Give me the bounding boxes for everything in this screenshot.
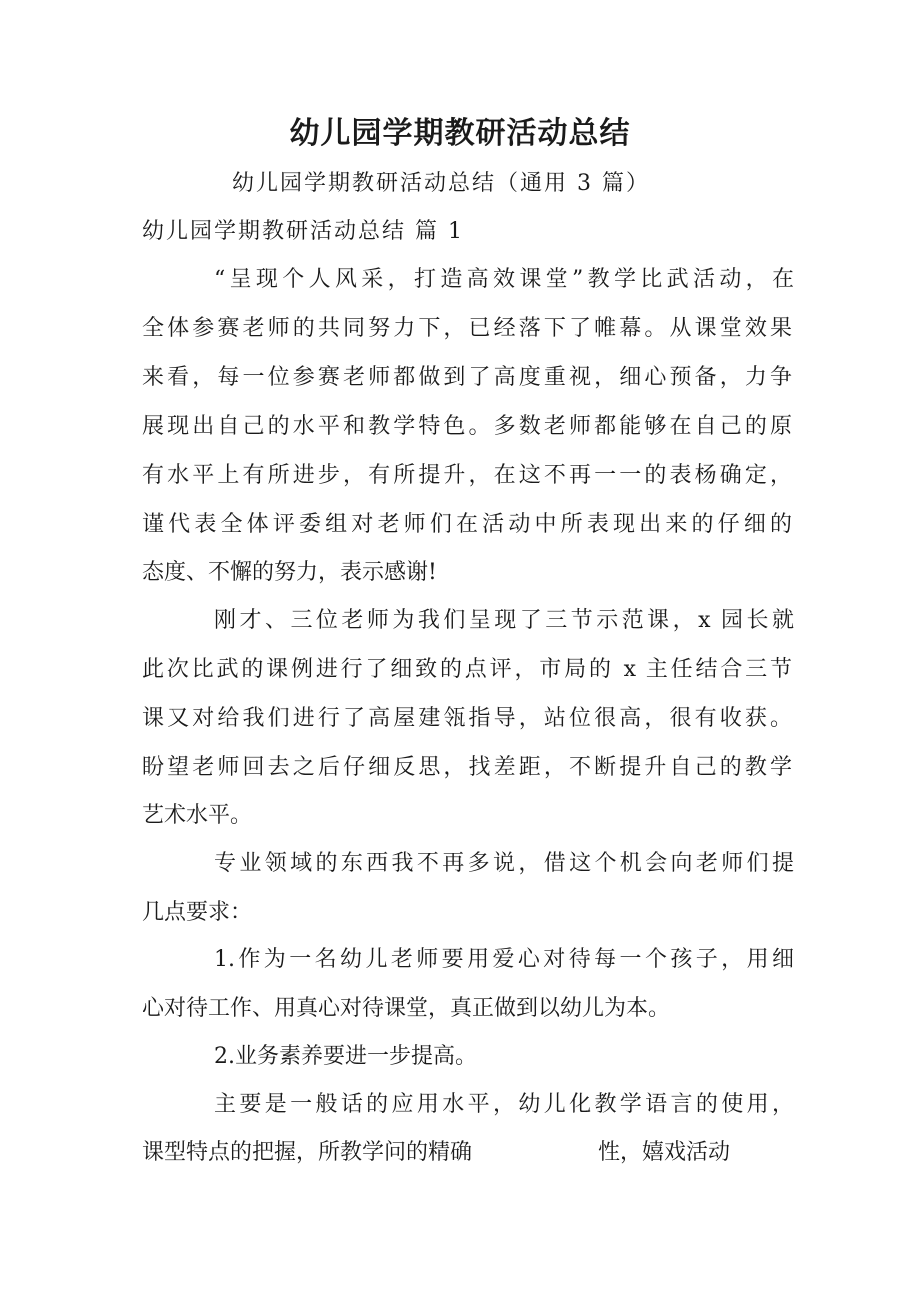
- document-subtitle: 幼儿园学期教研活动总结（通用 3 篇）: [232, 171, 650, 196]
- list-item-line: 心对待工作、用真心对待课堂，真正做到以幼儿为本。: [142, 996, 671, 1021]
- line-left-segment: 课型特点的把握，所教学问的精确: [142, 1140, 473, 1165]
- line-right-segment: 性，嬉戏活动: [598, 1140, 731, 1165]
- paragraph-line: 刚才、三位老师为我们呈现了三节示范课，x 园长就: [214, 608, 794, 633]
- paragraph-line: 专业领域的东西我不再多说，借这个机会向老师们提: [214, 851, 794, 876]
- paragraph-line: “呈现个人风采，打造高效课堂”教学比武活动，在: [214, 267, 794, 292]
- paragraph-line: 盼望老师回去之后仔细反思，找差距，不断提升自己的教学: [142, 755, 792, 780]
- document-title: 幼儿园学期教研活动总结: [289, 116, 631, 151]
- paragraph-line: 艺术水平。: [142, 803, 253, 828]
- paragraph-line: 态度、不懈的努力，表示感谢!: [142, 560, 437, 585]
- paragraph-line: 有水平上有所进步，有所提升，在这不再一一的表杨确定，: [142, 463, 792, 488]
- paragraph-line: 谨代表全体评委组对老师们在活动中所表现出来的仔细的: [142, 512, 792, 537]
- paragraph-line: 来看，每一位参赛老师都做到了高度重视，细心预备，力争: [142, 365, 792, 390]
- list-item-line: 2.业务素养要进一步提高。: [214, 1044, 477, 1069]
- paragraph-line: 全体参赛老师的共同努力下，已经落下了帷幕。从课堂效果: [142, 316, 792, 341]
- paragraph-line: 几点要求：: [142, 900, 253, 925]
- paragraph-line: 主要是一般话的应用水平，幼儿化教学语言的使用，: [214, 1092, 794, 1117]
- paragraph-line: 课又对给我们进行了高屋建瓴指导，站位很高，很有收获。: [142, 706, 792, 731]
- list-item-line: 1.作为一名幼儿老师要用爱心对待每一个孩子，用细: [214, 947, 794, 972]
- paragraph-line: 此次比武的课例进行了细致的点评，市局的 x 主任结合三节: [142, 657, 792, 682]
- paragraph-line: 展现出自己的水平和教学特色。多数老师都能够在自己的原: [142, 414, 792, 439]
- section-heading: 幼儿园学期教研活动总结 篇 1: [142, 219, 464, 244]
- paragraph-line-split: [142, 1137, 792, 1169]
